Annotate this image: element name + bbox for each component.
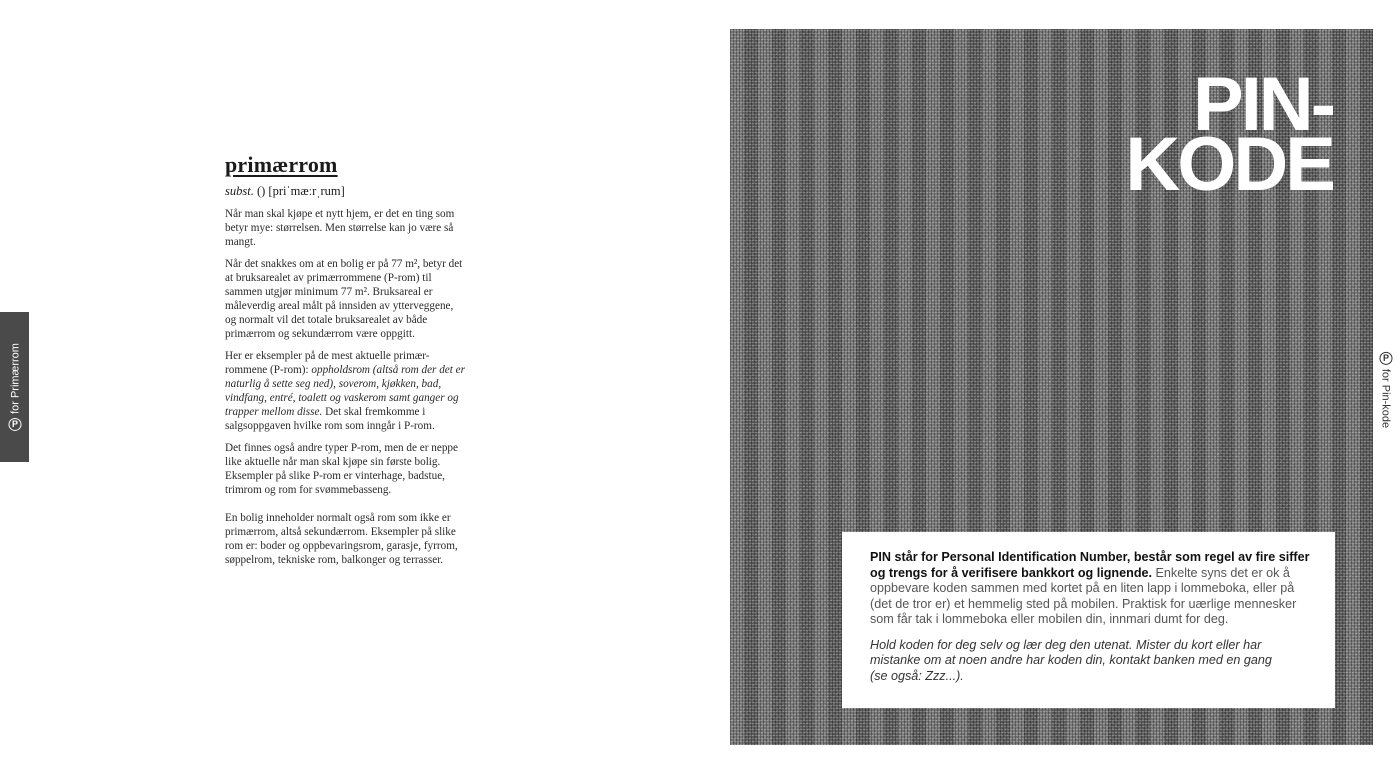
- entry-paragraph-3-end: Det skal fremkomme i salgsoppgaven hvilke rom som inngår i P-rom.: [225, 406, 435, 432]
- panel-title-line-1: PIN-: [1193, 62, 1333, 147]
- entry-headword: primærrom: [225, 152, 338, 177]
- right-section-tab: [1375, 345, 1397, 435]
- panel-title-line-2: KODE: [1125, 122, 1333, 207]
- entry-paragraph-2: Når det snakkes om at en bolig er på 77 m², betyr det at bruksarealet av primærrommene (P-rom) til sammen utgjør minimum 77 m². Bruksareal er måleverdig areal målt på innsiden av ytterveggene, og normalt vil det totale bruksarealet av både primærrom og sekundærrom være oppgitt.: [225, 258, 463, 340]
- left-section-tab: [0, 312, 29, 462]
- p-circle-icon: P: [8, 418, 21, 431]
- info-box-bold-text: PIN står for Personal Identification Number, består som regel av fire siffer og trengs for å verifisere bankkort og lignende.: [870, 550, 1310, 580]
- info-box-paragraph-1: [870, 550, 1311, 628]
- info-box-italic-text: Hold koden for deg selv og lær deg den utenat. Mister du kort eller har mistanke om at noen andre har koden din, kontakt banken med en gang: [870, 637, 1272, 667]
- info-box-paragraph-2: [870, 638, 1311, 685]
- right-tab-label: for Pin-kode: [1380, 368, 1392, 429]
- right-tab-label-group: [1380, 352, 1393, 428]
- entry-paragraph-4: Det finnes også andre typer P-rom, men de er neppe like aktuelle når man skal kjøpe sin første bolig. Eksempler på slike P-rom er vinterhage, badstue, trimrom og rom for svømmebasseng.: [225, 442, 458, 496]
- entry-part-of-speech: subst.: [225, 184, 254, 198]
- info-box: [842, 532, 1335, 708]
- entry-paragraph-3-italic: oppholdsrom (altså rom der det er naturlig å sette seg ned), soverom, kjøkken, bad, vindfang, entré, toalett og vaskerom samt ganger og trapper mellom disse.: [225, 364, 465, 418]
- left-tab-label: for Primærrom: [8, 343, 21, 414]
- info-box-body-text: Enkelte syns det er ok å oppbevare koden sammen med kortet på en liten lapp i lommeboka, eller på (det de tror er) et hemmelig sted på mobilen. Praktisk for uærlige mennesker som får tak i lommeboka eller mobilen din, innmari dumt for deg.: [870, 565, 1297, 626]
- entry-pronunciation-line: [225, 184, 465, 199]
- textured-image-panel: [730, 29, 1373, 745]
- entry-paragraph-1: Når man skal kjøpe et nytt hjem, er det en ting som betyr mye: størrelsen. Men størrelse kan jo være så mangt.: [225, 208, 455, 248]
- entry-paragraph-3-start: Her er eksempler på de mest aktuelle primær-rommene (P-rom):: [225, 350, 430, 376]
- p-circle-icon: P: [1380, 352, 1393, 365]
- entry-pronunciation: () [priˈmæːrˌrum]: [256, 184, 345, 198]
- left-tab-label-group: [8, 343, 21, 431]
- info-box-see-also: (se også: Zzz...).: [870, 668, 964, 683]
- entry-paragraph-3: [225, 349, 465, 433]
- entry-paragraph-5: En bolig inneholder normalt også rom som ikke er primærrom, altså sekundærrom. Eksempler på slike rom er: boder og oppbevaringsrom, garasje, fyrrom, søppelrom, tekniske rom, balkonger og terrasser.: [225, 512, 458, 566]
- dictionary-entry: [225, 152, 465, 575]
- panel-title: [1125, 62, 1333, 207]
